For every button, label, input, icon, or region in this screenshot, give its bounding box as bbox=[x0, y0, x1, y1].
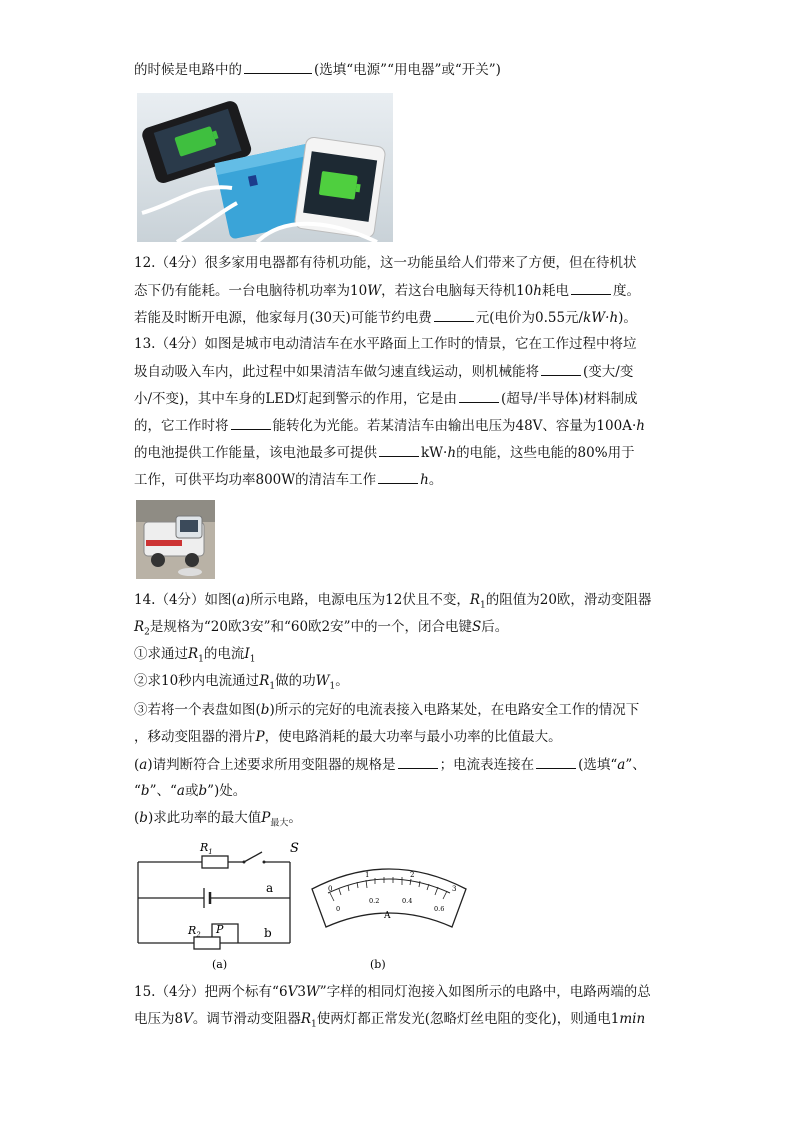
text: V bbox=[183, 1011, 193, 1027]
tick-top-2: 2 bbox=[410, 871, 415, 879]
text: 的电池提供工作能量，该电池最多可提供 bbox=[134, 445, 377, 461]
text: ②求10秒内电流通过 bbox=[134, 673, 260, 689]
subscript: 2 bbox=[144, 627, 150, 638]
answer-blank[interactable] bbox=[244, 60, 312, 74]
text: )求此功率的最大值 bbox=[147, 810, 262, 826]
text: 的时候是电路中的 bbox=[134, 62, 242, 78]
text: ③若将一个表盘如图( bbox=[134, 702, 261, 718]
point-a-label: a bbox=[266, 881, 274, 895]
answer-blank[interactable] bbox=[571, 281, 611, 295]
text: R bbox=[300, 1011, 312, 1027]
q12-line-3 bbox=[134, 308, 637, 327]
tick-top-0: 0 bbox=[328, 885, 333, 893]
text: 态下仍有能耗。一台电脑待机功率为10 bbox=[134, 283, 368, 299]
text: ，使电路消耗的最大功率与最小功率的比值最大。 bbox=[264, 729, 562, 745]
answer-blank[interactable] bbox=[398, 755, 438, 769]
answer-blank[interactable] bbox=[231, 416, 271, 430]
q15-line-1 bbox=[134, 983, 651, 1001]
text: 小/不变)，其中车身的LED灯起到警示的作用，它是由 bbox=[134, 391, 457, 407]
q13-line-1 bbox=[134, 335, 637, 353]
text: 。调节滑动变阻器 bbox=[192, 1011, 301, 1027]
q14-line-4 bbox=[134, 672, 349, 696]
subscript: 1 bbox=[249, 654, 256, 665]
tick-top-1: 1 bbox=[365, 871, 370, 879]
text: 耗电 bbox=[541, 283, 569, 299]
text: ”、“ bbox=[149, 783, 177, 799]
text: “ bbox=[134, 783, 141, 799]
text: R bbox=[469, 592, 481, 608]
r2-label: $R_2$ bbox=[188, 924, 201, 939]
answer-blank[interactable] bbox=[379, 443, 419, 457]
text: a bbox=[617, 757, 626, 773]
point-b-label: b bbox=[264, 926, 272, 940]
text: 。 bbox=[335, 673, 349, 689]
text: b bbox=[139, 810, 148, 826]
text: 做的功 bbox=[275, 673, 316, 689]
tick-bottom-2: 0.4 bbox=[402, 897, 413, 905]
line-1 bbox=[134, 60, 501, 79]
q14-line-8 bbox=[134, 782, 246, 800]
text: 使两灯都正常发光(忽略灯丝电阻的变化)，则通电1 bbox=[316, 1011, 620, 1027]
text: ；电流表连接在 bbox=[439, 757, 535, 773]
q14-line-2 bbox=[134, 618, 508, 642]
subscript: 1 bbox=[311, 1019, 317, 1030]
q14-line-6 bbox=[134, 728, 562, 746]
text: 的阻值为20欧，滑动变阻器 bbox=[485, 592, 652, 608]
text: 的电流 bbox=[203, 646, 245, 662]
answer-blank[interactable] bbox=[459, 389, 499, 403]
text: R bbox=[259, 673, 270, 689]
text: h bbox=[420, 472, 429, 488]
answer-blank[interactable] bbox=[378, 470, 418, 484]
text: 12.（4分）很多家用电器都有待机功能，这一功能虽给人们带来了方便，但在待机状 bbox=[134, 255, 637, 271]
q13-line-2 bbox=[134, 362, 633, 381]
subscript: 1 bbox=[198, 654, 204, 665]
switch-label: S bbox=[290, 841, 299, 856]
q13-line-4 bbox=[134, 416, 645, 435]
q14-line-9 bbox=[134, 809, 302, 833]
text: 15.（4分）把两个标有“6 bbox=[134, 984, 288, 1000]
slider-p-label: P bbox=[216, 923, 224, 936]
caption-a: (a) bbox=[212, 958, 228, 971]
text: h bbox=[636, 418, 645, 434]
text: ，若这台电脑每天待机10 bbox=[381, 283, 534, 299]
text: (变大/变 bbox=[583, 364, 634, 380]
text: V bbox=[287, 984, 298, 1000]
q14-line-1 bbox=[134, 591, 651, 615]
text: )所示电路，电源电压为12伏且不变， bbox=[244, 592, 470, 608]
q14-line-5 bbox=[134, 701, 639, 719]
subscript: 1 bbox=[269, 681, 276, 692]
text: R bbox=[188, 646, 199, 662]
text: R bbox=[134, 619, 145, 635]
text: (选填“ bbox=[578, 757, 618, 773]
text: ( bbox=[134, 757, 140, 773]
caption-b: (b) bbox=[370, 958, 386, 971]
text: b bbox=[260, 702, 270, 718]
text: 是规格为“20欧3安”和“60欧2安”中的一个，闭合电键 bbox=[149, 619, 473, 635]
q12-line-1 bbox=[134, 254, 637, 272]
text: kW·h bbox=[583, 310, 619, 326]
text: ，移动变阻器的滑片 bbox=[134, 729, 256, 745]
text: (选填“电源”“用电器”或“开关”) bbox=[314, 62, 501, 78]
text: )请判断符合上述要求所用变阻器的规格是 bbox=[147, 757, 396, 773]
text: b bbox=[140, 783, 150, 799]
tick-bottom-1: 0.2 bbox=[369, 897, 380, 905]
text: 。 bbox=[288, 810, 302, 826]
text: 。 bbox=[428, 472, 443, 488]
text: 元(电价为0.55元/ bbox=[475, 310, 584, 326]
q13-line-3 bbox=[134, 389, 638, 408]
text: W bbox=[367, 283, 382, 299]
q12-line-2 bbox=[134, 281, 640, 300]
power-bank-photo bbox=[137, 93, 393, 242]
text: ”)处。 bbox=[207, 783, 247, 799]
q13-line-6 bbox=[134, 470, 442, 489]
text: )。 bbox=[618, 310, 637, 326]
text: a bbox=[139, 757, 148, 773]
text: 能转化为光能。若某清洁车由输出电压为48V、容量为100A· bbox=[272, 418, 637, 434]
text: 电压为8 bbox=[134, 1011, 184, 1027]
text: a bbox=[236, 592, 245, 608]
text: h bbox=[533, 283, 542, 299]
text: 度。 bbox=[612, 283, 640, 299]
ammeter-dial-b bbox=[306, 855, 472, 973]
text: 13.（4分）如图是城市电动清洁车在水平路面上工作时的情景，它在工作过程中将垃 bbox=[134, 336, 637, 352]
circuit-diagram-a bbox=[134, 838, 304, 973]
answer-blank[interactable] bbox=[434, 308, 474, 322]
q14-line-7 bbox=[134, 755, 646, 774]
r1-label: $R_1$ bbox=[200, 841, 213, 856]
text: 的电能，这些电能的80%用于 bbox=[456, 445, 635, 461]
q13-line-5 bbox=[134, 443, 635, 462]
text: I bbox=[244, 646, 250, 662]
answer-blank[interactable] bbox=[541, 362, 581, 376]
text: 圾自动吸入车内，此过程中如果清洁车做匀速直线运动，则机械能将 bbox=[134, 364, 539, 380]
tick-top-3: 3 bbox=[452, 885, 457, 893]
text: b bbox=[198, 783, 208, 799]
text: ”、 bbox=[625, 757, 646, 773]
answer-blank[interactable] bbox=[536, 755, 576, 769]
text: P bbox=[255, 729, 265, 745]
text: W bbox=[315, 673, 330, 689]
text: 后。 bbox=[481, 619, 509, 635]
text: W bbox=[305, 984, 320, 1000]
q15-line-2 bbox=[134, 1010, 645, 1034]
text: )所示的完好的电流表接入电路某处，在电路安全工作的情况下 bbox=[269, 702, 640, 718]
street-sweeper-photo bbox=[136, 500, 215, 579]
text: h bbox=[447, 445, 457, 461]
text: 的，它工作时将 bbox=[134, 418, 229, 434]
text: P bbox=[261, 810, 271, 826]
text: (超导/半导体)材料制成 bbox=[500, 391, 638, 407]
subscript: 最大 bbox=[270, 818, 289, 829]
text: a bbox=[176, 783, 185, 799]
q14-line-3 bbox=[134, 645, 255, 669]
text: 若能及时断开电源，他家每月(30天)可能节约电费 bbox=[134, 310, 432, 326]
text: ( bbox=[134, 810, 140, 826]
text: 14.（4分）如图( bbox=[134, 592, 237, 608]
text: ①求通过 bbox=[134, 646, 188, 662]
text: S bbox=[472, 619, 482, 635]
text: ”字样的相同灯泡接入如图所示的电路中，电路两端的总 bbox=[319, 984, 651, 1000]
text: kW· bbox=[421, 445, 448, 461]
unit-label: A bbox=[384, 911, 391, 921]
tick-bottom-3: 0.6 bbox=[434, 905, 445, 913]
text: 3 bbox=[297, 984, 306, 1000]
text: 或 bbox=[184, 783, 199, 799]
text: min bbox=[619, 1011, 646, 1027]
subscript: 1 bbox=[329, 681, 336, 692]
subscript: 1 bbox=[480, 600, 486, 611]
text: 工作，可供平均功率800W的清洁车工作 bbox=[134, 472, 377, 488]
tick-bottom-0: 0 bbox=[336, 905, 341, 913]
